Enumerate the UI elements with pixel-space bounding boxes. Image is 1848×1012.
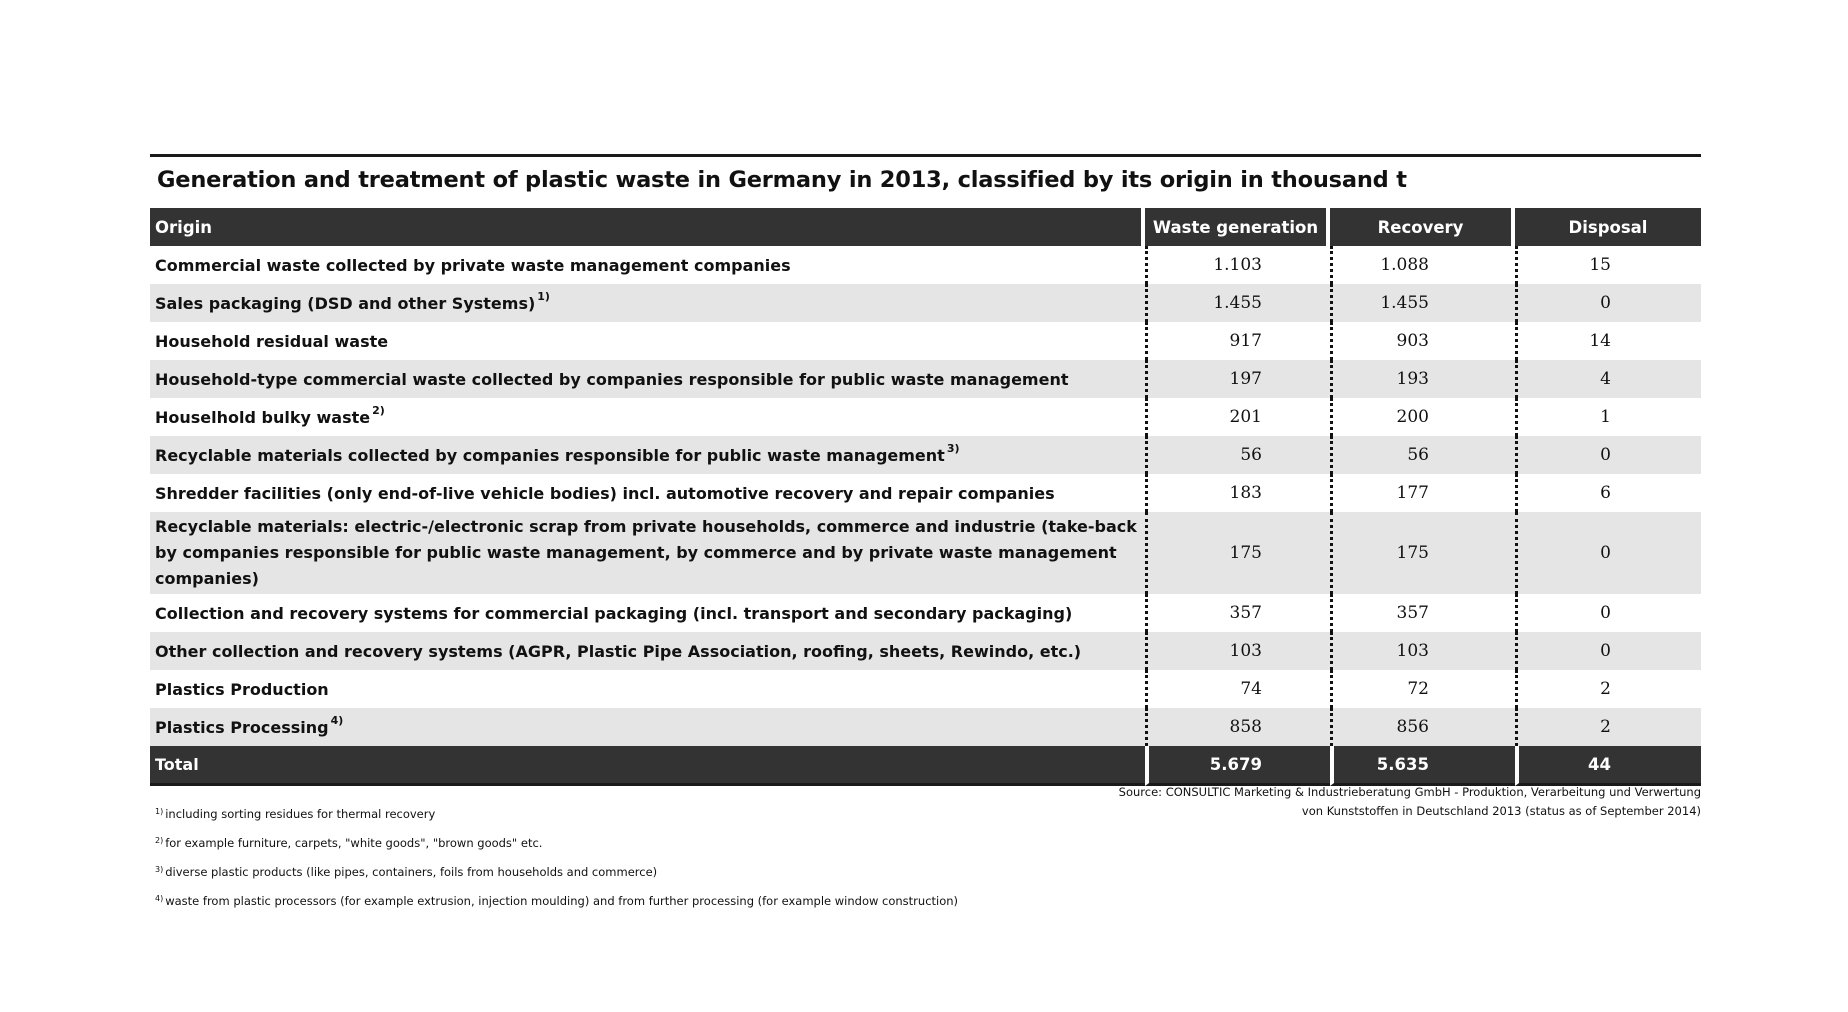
row-origin: [150, 594, 1145, 632]
header-recovery: Recovery: [1330, 208, 1515, 246]
row-generation: [1145, 360, 1330, 398]
row-origin: [150, 708, 1145, 746]
source-line-2: von Kunststoffen in Deutschland 2013 (status as of September 2014): [1301, 804, 1701, 818]
recovery-value: 56: [1407, 445, 1429, 465]
origin-text: Household-type commercial waste collected by companies responsible for public waste management: [155, 369, 1069, 389]
table-row: [150, 322, 1701, 360]
table-row: [150, 398, 1701, 436]
row-origin: [150, 398, 1145, 436]
row-disposal: [1515, 284, 1701, 322]
row-recovery: [1330, 632, 1515, 670]
row-origin: [150, 512, 1145, 594]
recovery-value: 193: [1396, 369, 1429, 389]
table-row: [150, 436, 1701, 474]
footnote-text: diverse plastic products (like pipes, containers, foils from households and commerce): [165, 865, 658, 879]
disposal-value: 2: [1600, 717, 1611, 737]
source-line-1: Source: CONSULTIC Marketing & Industrieberatung GmbH - Produktion, Verarbeitung und Verwertung: [1118, 785, 1701, 799]
generation-value: 197: [1229, 369, 1262, 389]
footnote-text: including sorting residues for thermal recovery: [165, 807, 436, 821]
row-generation: [1145, 436, 1330, 474]
row-generation: [1145, 594, 1330, 632]
disposal-value: 0: [1600, 445, 1611, 465]
disposal-value: 0: [1600, 543, 1611, 563]
row-recovery: [1330, 594, 1515, 632]
row-recovery: [1330, 436, 1515, 474]
row-recovery: [1330, 322, 1515, 360]
table-title: Generation and treatment of plastic waste in Germany in 2013, classified by its origin in thousand t: [157, 167, 1407, 193]
generation-value: 74: [1240, 679, 1262, 699]
table-row: [150, 594, 1701, 632]
total-disposal-value: 44: [1588, 755, 1611, 774]
row-disposal: [1515, 512, 1701, 594]
generation-value: 175: [1229, 543, 1262, 563]
footnotes: [155, 804, 958, 920]
source-note: [1119, 783, 1701, 821]
footnote-ref: 4): [330, 713, 344, 727]
origin-text: Recyclable materials collected by companies responsible for public waste management: [155, 445, 945, 465]
disposal-value: 15: [1589, 255, 1611, 275]
disposal-value: 0: [1600, 293, 1611, 313]
row-disposal: [1515, 632, 1701, 670]
recovery-value: 177: [1396, 483, 1429, 503]
disposal-value: 2: [1600, 679, 1611, 699]
footnote-3: [155, 862, 958, 891]
origin-text: Shredder facilities (only end-of-live vehicle bodies) incl. automotive recovery and repair companies: [155, 483, 1055, 503]
row-disposal: [1515, 474, 1701, 512]
row-disposal: [1515, 322, 1701, 360]
footnote-ref: 3): [946, 441, 960, 455]
row-origin: [150, 670, 1145, 708]
footnote-mark: 4): [155, 894, 164, 903]
row-disposal: [1515, 246, 1701, 284]
row-disposal: [1515, 398, 1701, 436]
recovery-value: 200: [1396, 407, 1429, 427]
header-disposal: Disposal: [1515, 208, 1701, 246]
footnote-ref: 2): [372, 403, 385, 417]
recovery-value: 103: [1396, 641, 1429, 661]
row-recovery: [1330, 512, 1515, 594]
disposal-value: 1: [1600, 407, 1611, 427]
generation-value: 1.103: [1213, 255, 1262, 275]
row-recovery: [1330, 708, 1515, 746]
recovery-value: 72: [1407, 679, 1429, 699]
generation-value: 858: [1229, 717, 1262, 737]
row-origin: [150, 322, 1145, 360]
row-generation: [1145, 322, 1330, 360]
footnote-mark: 3): [155, 865, 164, 874]
generation-value: 917: [1229, 331, 1262, 351]
recovery-value: 856: [1396, 717, 1429, 737]
generation-value: 56: [1240, 445, 1262, 465]
generation-value: 201: [1229, 407, 1262, 427]
origin-text: Houselhold bulky waste: [155, 407, 371, 427]
table-row: [150, 670, 1701, 708]
footnote-1: [155, 804, 958, 833]
recovery-value: 1.088: [1380, 255, 1429, 275]
footnote-mark: 1): [155, 807, 164, 816]
origin-text: Plastics Production: [155, 679, 329, 699]
footnote-2: [155, 833, 958, 862]
row-generation: [1145, 246, 1330, 284]
table-frame: [150, 154, 1701, 786]
table-row: [150, 284, 1701, 322]
row-origin: [150, 246, 1145, 284]
row-generation: [1145, 512, 1330, 594]
generation-value: 1.455: [1213, 293, 1262, 313]
row-disposal: [1515, 708, 1701, 746]
row-recovery: [1330, 246, 1515, 284]
row-generation: [1145, 708, 1330, 746]
disposal-value: 14: [1589, 331, 1611, 351]
waste-table: [150, 208, 1701, 786]
disposal-value: 4: [1600, 369, 1611, 389]
row-generation: [1145, 670, 1330, 708]
row-recovery: [1330, 670, 1515, 708]
recovery-value: 357: [1396, 603, 1429, 623]
origin-text: Other collection and recovery systems (AGPR, Plastic Pipe Association, roofing, sheets, Rewindo, etc.): [155, 641, 1082, 661]
total-generation-value: 5.679: [1209, 755, 1262, 774]
origin-text: Commercial waste collected by private waste management companies: [155, 255, 791, 275]
table-row: [150, 246, 1701, 284]
row-generation: [1145, 474, 1330, 512]
total-disposal: [1515, 746, 1701, 786]
origin-text: Recyclable materials: electric-/electronic scrap from private households, commerce and industrie (take-back by companies responsible for public waste management, by commerce and by private waste management companies): [155, 517, 1137, 588]
disposal-value: 6: [1600, 483, 1611, 503]
footnote-ref: 1): [537, 289, 550, 303]
row-disposal: [1515, 670, 1701, 708]
recovery-value: 175: [1396, 543, 1429, 563]
total-generation: [1145, 746, 1330, 786]
row-disposal: [1515, 360, 1701, 398]
disposal-value: 0: [1600, 603, 1611, 623]
recovery-value: 903: [1396, 331, 1429, 351]
row-generation: [1145, 632, 1330, 670]
table-row: [150, 512, 1701, 594]
footnote-text: waste from plastic processors (for example extrusion, injection moulding) and from further processing (for example window construction): [165, 894, 959, 908]
origin-text: Household residual waste: [155, 331, 389, 351]
table-row: [150, 474, 1701, 512]
header-row: [150, 208, 1701, 246]
footnote-mark: 2): [155, 836, 164, 845]
total-recovery: [1330, 746, 1515, 786]
row-recovery: [1330, 398, 1515, 436]
row-origin: [150, 284, 1145, 322]
footnote-text: for example furniture, carpets, "white goods", "brown goods" etc.: [165, 836, 543, 850]
row-disposal: [1515, 436, 1701, 474]
total-recovery-value: 5.635: [1376, 755, 1429, 774]
table-row: [150, 632, 1701, 670]
row-recovery: [1330, 360, 1515, 398]
generation-value: 183: [1229, 483, 1262, 503]
row-recovery: [1330, 284, 1515, 322]
origin-text: Collection and recovery systems for commercial packaging (incl. transport and secondary packaging): [155, 603, 1073, 623]
recovery-value: 1.455: [1380, 293, 1429, 313]
generation-value: 103: [1229, 641, 1262, 661]
row-origin: [150, 436, 1145, 474]
origin-text: Sales packaging (DSD and other Systems): [155, 293, 536, 313]
generation-value: 357: [1229, 603, 1262, 623]
table-row: [150, 708, 1701, 746]
row-recovery: [1330, 474, 1515, 512]
row-disposal: [1515, 594, 1701, 632]
row-generation: [1145, 398, 1330, 436]
disposal-value: 0: [1600, 641, 1611, 661]
row-generation: [1145, 284, 1330, 322]
row-origin: [150, 474, 1145, 512]
row-origin: [150, 632, 1145, 670]
row-origin: [150, 360, 1145, 398]
total-label: Total: [150, 746, 1145, 786]
table-row: [150, 360, 1701, 398]
total-row: [150, 746, 1701, 786]
header-generation: Waste generation: [1145, 208, 1330, 246]
header-origin: Origin: [150, 208, 1145, 246]
origin-text: Plastics Processing: [155, 717, 329, 737]
footnote-4: [155, 891, 958, 920]
